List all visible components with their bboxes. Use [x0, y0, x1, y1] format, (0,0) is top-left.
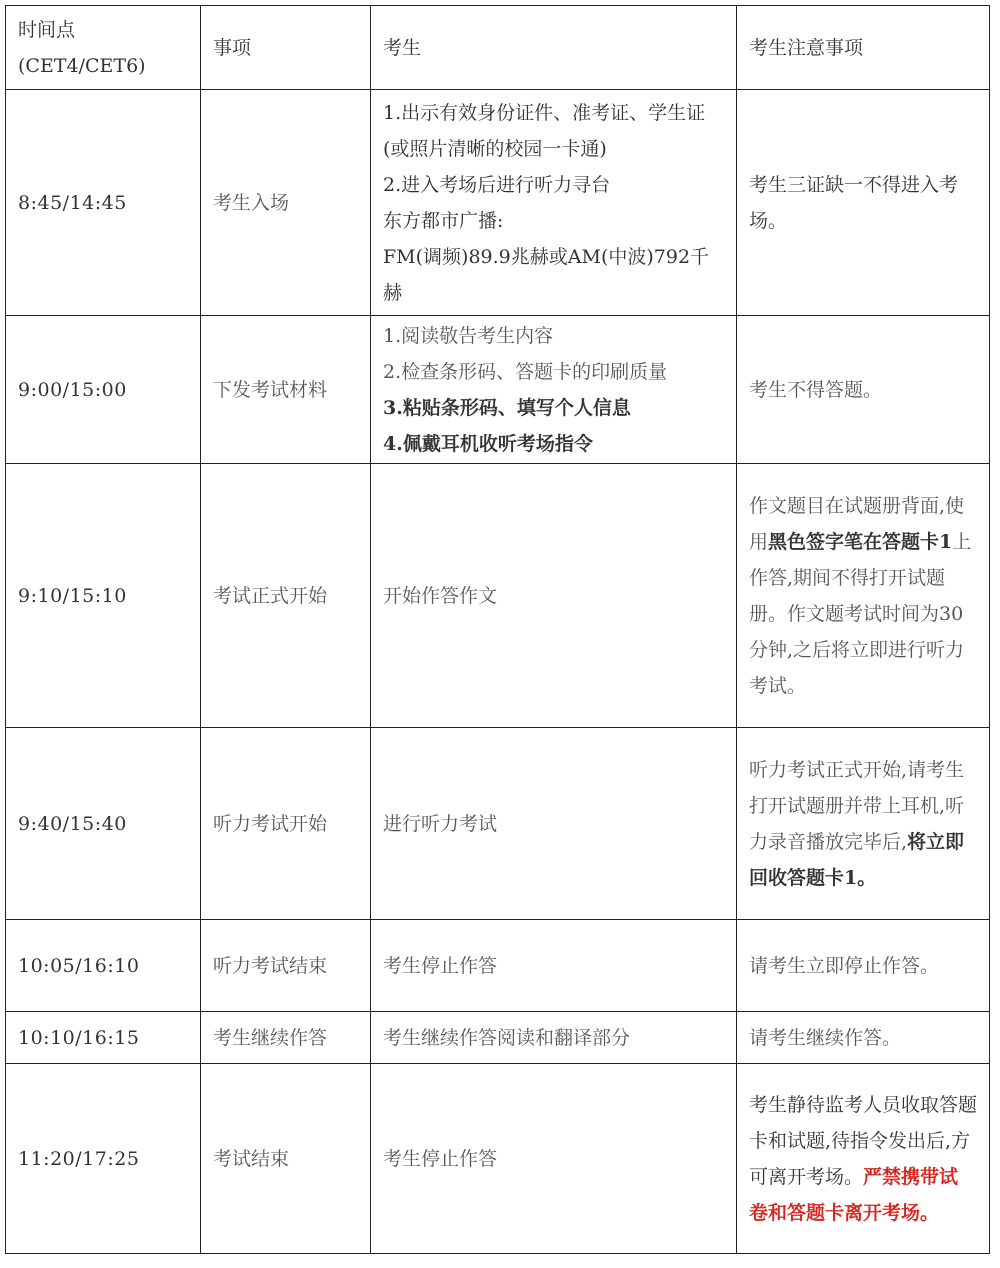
header-time-label: 时间点: [18, 18, 76, 41]
row-note: 请考生继续作答。: [737, 1012, 990, 1064]
table-row: [6, 1012, 990, 1064]
table-row: [6, 920, 990, 1012]
header-time: [6, 6, 201, 90]
exam-schedule-table: [5, 5, 990, 1254]
note-text: 考生静待监考人员收取答题卡和试题,待指令发出后,方可离开考场。: [749, 1093, 978, 1188]
row-candidate: [371, 90, 737, 316]
header-candidate: 考生: [371, 6, 737, 90]
row-note: 请考生立即停止作答。: [737, 920, 990, 1012]
row-time: 9:40/15:40: [6, 728, 201, 920]
row-time: 11:20/17:25: [6, 1064, 201, 1254]
candidate-line: 3.粘贴条形码、填写个人信息: [383, 396, 631, 419]
note-text: 作文题目在试题册背面,使用: [749, 494, 965, 553]
row-note: [737, 1064, 990, 1254]
row-item: 听力考试结束: [201, 920, 371, 1012]
note-text: 上作答,期间不得打开试题册。作文题考试时间为30分钟,之后将立即进行听力考试。: [749, 530, 972, 697]
candidate-line: 2.检查条形码、答题卡的印刷质量: [383, 360, 668, 383]
row-note: 考生不得答题。: [737, 316, 990, 464]
header-notes: 考生注意事项: [737, 6, 990, 90]
row-candidate: 考生停止作答: [371, 920, 737, 1012]
row-candidate: [371, 316, 737, 464]
row-note: 考生三证缺一不得进入考场。: [737, 90, 990, 316]
row-time: 9:10/15:10: [6, 464, 201, 728]
row-item: 考试正式开始: [201, 464, 371, 728]
table-row: [6, 316, 990, 464]
table-row: [6, 90, 990, 316]
row-time: 9:00/15:00: [6, 316, 201, 464]
row-note: [737, 464, 990, 728]
header-item: 事项: [201, 6, 371, 90]
note-text: 听力考试正式开始,请考生打开试题册并带上耳机,听力录音播放完毕后,: [749, 758, 965, 853]
row-candidate: 进行听力考试: [371, 728, 737, 920]
row-candidate: 考生停止作答: [371, 1064, 737, 1254]
row-note: [737, 728, 990, 920]
row-candidate: 考生继续作答阅读和翻译部分: [371, 1012, 737, 1064]
row-item: 考生入场: [201, 90, 371, 316]
note-emphasis: 将立即回收答题卡1。: [749, 830, 965, 889]
row-item: 下发考试材料: [201, 316, 371, 464]
note-emphasis: 黑色签字笔在答题卡1: [768, 530, 953, 553]
table-row: [6, 728, 990, 920]
note-warning: 严禁携带试卷和答题卡离开考场。: [749, 1165, 959, 1224]
header-row: [6, 6, 990, 90]
table-row: [6, 1064, 990, 1254]
candidate-line: 2.进入考场后进行听力寻台: [383, 173, 611, 196]
row-item: 考试结束: [201, 1064, 371, 1254]
candidate-line: FM(调频)89.9兆赫或AM(中波)792千赫: [383, 245, 710, 304]
row-time: 10:10/16:15: [6, 1012, 201, 1064]
row-time: 8:45/14:45: [6, 90, 201, 316]
candidate-line: 4.佩戴耳机收听考场指令: [383, 432, 593, 455]
candidate-line: 1.阅读敬告考生内容: [383, 324, 554, 347]
row-candidate: 开始作答作文: [371, 464, 737, 728]
candidate-line: 1.出示有效身份证件、准考证、学生证(或照片清晰的校园一卡通): [383, 101, 706, 160]
row-time: 10:05/16:10: [6, 920, 201, 1012]
header-time-sub: (CET4/CET6): [18, 54, 146, 77]
table-row: [6, 464, 990, 728]
candidate-line: 东方都市广播:: [383, 209, 504, 232]
row-item: 考生继续作答: [201, 1012, 371, 1064]
row-item: 听力考试开始: [201, 728, 371, 920]
